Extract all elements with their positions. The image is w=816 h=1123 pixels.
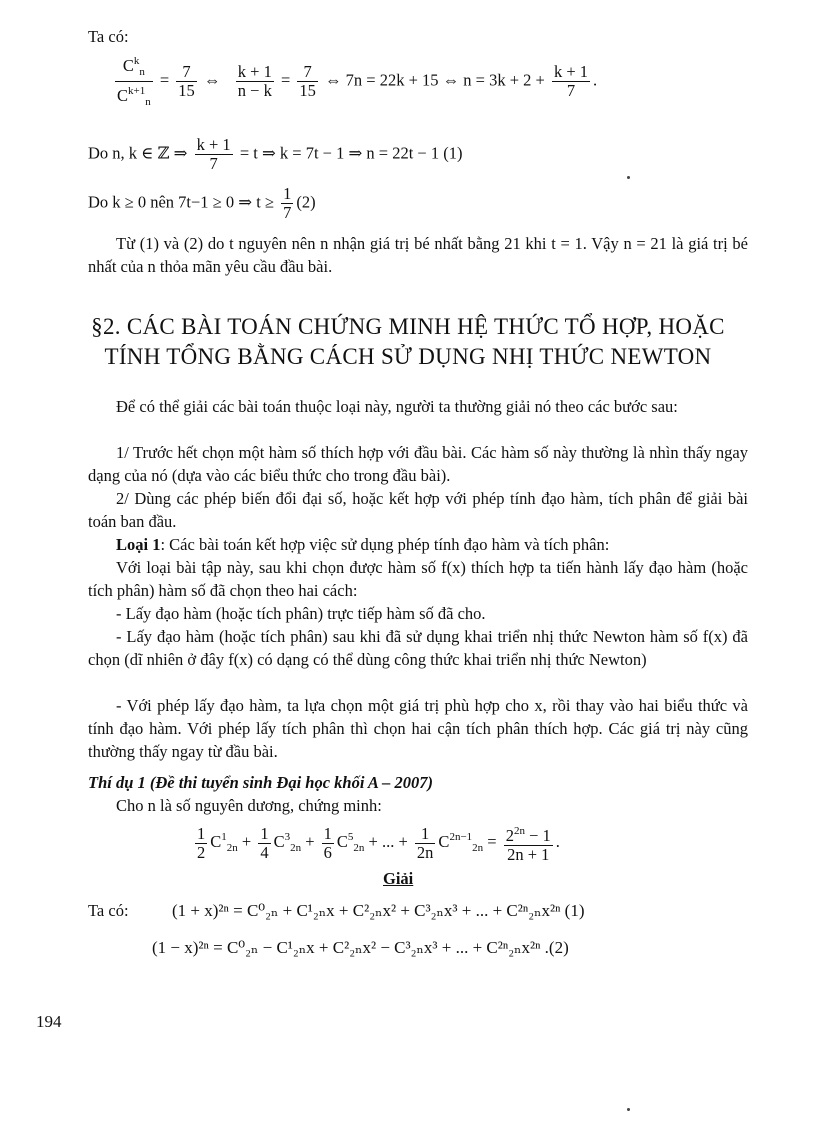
paragraph-newton-expansion: - Lấy đạo hàm (hoặc tích phân) sau khi đã sử dụng khai triển nhị thức Newton hàm số f(x) đã chọn (dĩ nhiên ở đây f(x) có dạng có thể dùng công thức khai triển nhị thức Newton) (88, 627, 748, 669)
equation-integer-condition: Do n, k ∈ ℤ ⇒ $\frac{k + 1}{7}$ = t ⇒ k = 7t − 1 ⇒ n = 22t − 1 (1) (88, 135, 463, 173)
fraction-quarter: $\frac{1}{4}$ (260, 823, 269, 862)
ta-co-label: Ta có: (88, 27, 129, 46)
ta-co-label-2: Ta có: (88, 901, 129, 920)
fraction-sixth: $\frac{1}{6}$ (323, 823, 332, 862)
conclusion-paragraph: Từ (1) và (2) do t nguyên nên n nhận giá trị bé nhất bằng 21 khi t = 1. Vậy n = 21 là giá trị bé nhất của n thỏa mãn yêu cầu đầu bài. (88, 234, 748, 276)
fraction-k1-7-b: $\frac{k + 1}{7}$ (196, 135, 231, 173)
equation-t-bound: Do k ≥ 0 nên 7t−1 ≥ 0 ⇒ t ≥ $\frac{1}{7}$ (2) (88, 184, 316, 222)
paragraph-step-2: 2/ Dùng các phép biến đổi đại số, hoặc kết hợp với phép tính đạo hàm, tích phân để giải bài toán ban đầu. (88, 489, 748, 531)
paragraph-loai-1 (88, 533, 748, 556)
example-statement: Cho n là số nguyên dương, chứng minh: (116, 796, 382, 815)
equation-expansion-minus: (1 − x)²ⁿ = C⁰₂ₙ − C¹₂ₙx + C²₂ₙx² − C³₂ₙx³ + ... + C²ⁿ₂ₙx²ⁿ .(2) (152, 938, 569, 957)
example-title: Thí dụ 1 (Đề thi tuyển sinh Đại học khối A – 2007) (88, 773, 434, 792)
paragraph-direct: - Lấy đạo hàm (hoặc tích phân) trực tiếp hàm số đã cho. (116, 604, 486, 623)
fraction-7-15-b: $\frac{7}{15}$ (299, 62, 316, 100)
section-title-line2: TÍNH TỔNG BẰNG CÁCH SỬ DỤNG NHỊ THỨC NEWTON (104, 344, 712, 369)
equation-expansion-plus: (1 + x)²ⁿ = C⁰₂ₙ + C¹₂ₙx + C²₂ₙx² + C³₂ₙx³ + ... + C²ⁿ₂ₙx²ⁿ (1) (172, 901, 585, 920)
loai-text: : Các bài toán kết hợp việc sử dụng phép tính đạo hàm và tích phân: (160, 535, 610, 554)
scan-speck (627, 176, 630, 179)
fraction-1-2n: $\frac{1}{2n}$ (416, 823, 434, 862)
fraction-result: $\frac{2^{2n} - 1}{2n + 1}$ (504, 822, 553, 864)
fraction-k1-nk: $\frac{k + 1}{n - k}$ (237, 62, 272, 100)
fraction-7-15-a: $\frac{7}{15}$ (178, 62, 195, 100)
fraction-k1-7: $\frac{k + 1}{7}$ (553, 62, 589, 100)
fraction-ck: $\frac{C^k_n}{C^{k+1}_n}$ (115, 52, 153, 111)
paragraph-steps-intro: Để có thể giải các bài toán thuộc loại này, người ta thường giải nó theo các bước sau: (116, 397, 678, 416)
equation-ratio: $\frac{C^k_n}{C^{k+1}_n}$ = $\frac{7}{15}$ ⇔ $\frac{k + 1}{n - k}$ = $\frac{7}{15}$ ⇔ 7n = 22k + 15 ⇔ n = 3k + 2 + $\frac{k + 1}{7}$ . (112, 52, 597, 111)
page-number: 194 (36, 1012, 62, 1031)
equation-sum-identity: $\frac{1}{2}$ $C^1_{2n}$ + $\frac{1}{4}$ $C^3_{2n}$ + $\frac{1}{6}$ $C^5_{2n}$ + ... + $\frac{1}{2n}$ $C^{2n-1}_{2n}$ = $\frac{2^{2n} - 1}{2n + 1}$ . (197, 823, 560, 864)
fraction-1-7: $\frac{1}{7}$ (283, 184, 292, 222)
section-title-line1: §2. CÁC BÀI TOÁN CHỨNG MINH HỆ THỨC TỔ HỢP, HOẶC (91, 314, 725, 339)
giai-heading: Giải (383, 869, 414, 888)
fraction-half: $\frac{1}{2}$ (197, 823, 206, 862)
scan-speck (627, 1108, 630, 1111)
paragraph-step-1: 1/ Trước hết chọn một hàm số thích hợp với đầu bài. Các hàm số này thường là nhìn thấy ngay dạng của nó (dựa vào các biểu thức cho trong đầu bài). (88, 443, 748, 485)
loai-label: Loại 1 (116, 535, 161, 554)
paragraph-choose-values: - Với phép lấy đạo hàm, ta lựa chọn một giá trị phù hợp cho x, rồi thay vào hai biểu thức và tính đạo hàm. Với phép lấy tích phân thì chọn hai cận tích phân thích hợp. Các giá trị này cũng thường thấy ngay từ đầu bài. (88, 696, 748, 761)
paragraph-method: Với loại bài tập này, sau khi chọn được hàm số f(x) thích hợp ta tiến hành lấy đạo hàm (hoặc tích phân) hàm số đã chọn theo hai cách: (88, 558, 748, 600)
